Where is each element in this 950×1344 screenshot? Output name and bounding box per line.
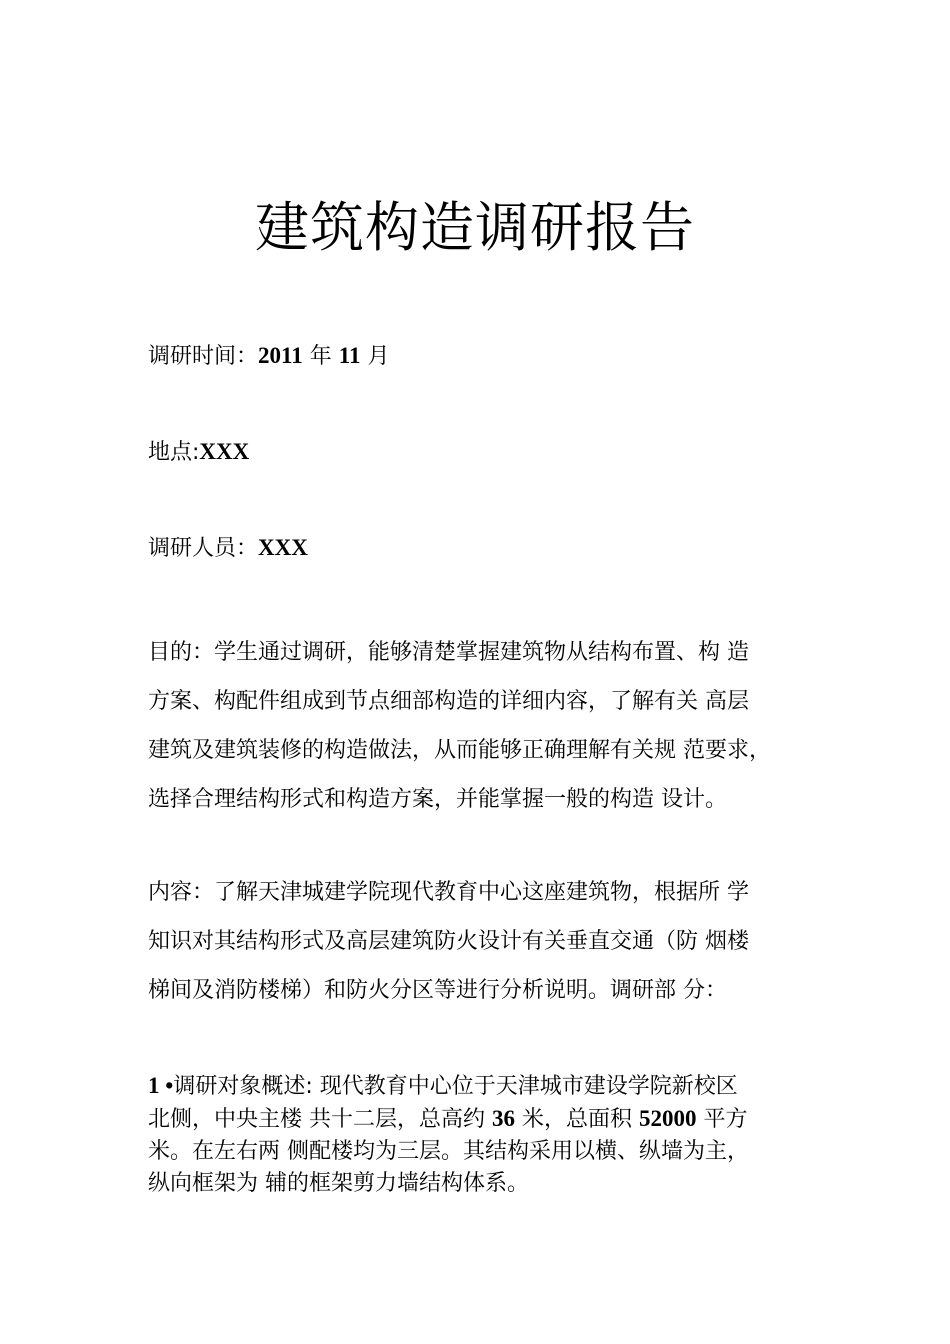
overview-line [148, 1070, 828, 1103]
survey-time-label: 调研时间： [148, 344, 259, 369]
overview-height-value: 36 [492, 1106, 515, 1131]
overview-paragraph [148, 1070, 828, 1200]
survey-time-field [148, 341, 390, 372]
overview-number: 1 • [148, 1073, 174, 1098]
survey-time-month: 11 [338, 343, 361, 368]
page-title: 建筑构造调研报告 [255, 196, 695, 259]
overview-line: 纵向框架为 辅的框架剪力墙结构体系。 [148, 1171, 529, 1196]
purpose-line: 方案、构配件组成到节点细部构造的详细内容，了解有关 高层 [148, 689, 749, 714]
survey-people-label: 调研人员： [148, 536, 259, 561]
purpose-paragraph [148, 628, 828, 824]
survey-place-field [148, 437, 249, 468]
purpose-line: 目的：学生通过调研，能够清楚掌握建筑物从结构布置、构 造 [148, 640, 749, 665]
survey-people-field [148, 533, 308, 564]
overview-line2-text-b: 米，总面积 [515, 1107, 639, 1132]
overview-line2-text-a: 北侧，中央主楼 共十二层，总高约 [148, 1107, 492, 1132]
overview-line1-text: 调研对象概述: 现代教育中心位于天津城市建设学院新校区 [173, 1074, 738, 1099]
overview-line [148, 1103, 828, 1136]
survey-time-year-unit: 年 [309, 344, 332, 369]
overview-line2-text-c: 平方 [696, 1107, 748, 1132]
content-line: 知识对其结构形式及高层建筑防火设计有关垂直交通（防 烟楼 [148, 929, 749, 954]
content-line: 内容：了解天津城建学院现代教育中心这座建筑物，根据所 学 [148, 880, 749, 905]
content-line: 梯间及消防楼梯）和防火分区等进行分析说明。调研部 分： [148, 978, 727, 1003]
content-paragraph [148, 868, 828, 1015]
survey-time-month-unit: 月 [367, 344, 390, 369]
purpose-line: 选择合理结构形式和构造方案，并能掌握一般的构造 设计。 [148, 787, 727, 812]
overview-area-value: 52000 [639, 1106, 697, 1131]
purpose-line: 建筑及建筑装修的构造做法，从而能够正确理解有关规 范要求， [148, 738, 771, 763]
overview-line: 米。在左右两 侧配楼均为三层。其结构采用以横、纵墙为主， [148, 1139, 749, 1164]
survey-place-label: 地点: [148, 440, 200, 465]
survey-people-value: XXX [258, 535, 308, 560]
survey-place-value: XXX [199, 439, 250, 464]
survey-time-year: 2011 [258, 343, 303, 368]
